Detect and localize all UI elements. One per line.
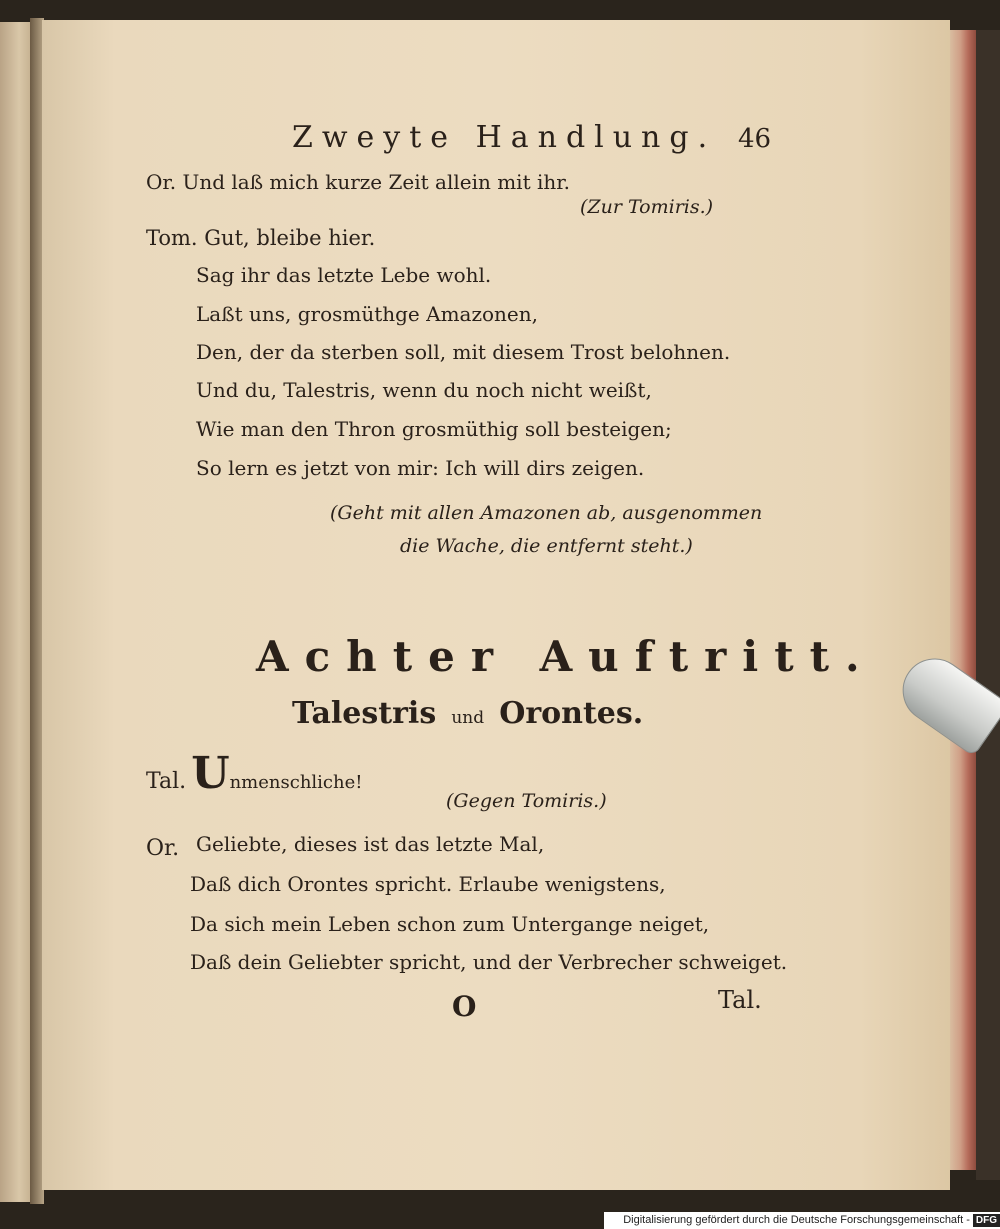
dfg-logo-icon: DFG [973, 1214, 1000, 1227]
text-line: Laßt uns, grosmüthge Amazonen, [196, 302, 538, 326]
footer-text: Digitalisierung gefördert durch die Deutsche Forschungsgemeinschaft - [623, 1214, 970, 1226]
text-line: Da sich mein Leben schon zum Untergange neiget, [190, 912, 710, 936]
stage-direction: (Gegen Tomiris.) [446, 790, 607, 812]
initial-letter: U [191, 748, 230, 799]
text-line: Daß dich Orontes spricht. Erlaube wenigstens, [190, 872, 666, 896]
text-line: Den, der da sterben soll, mit diesem Trost belohnen. [196, 340, 731, 364]
person-talestris: Talestris [292, 696, 437, 731]
text-line: nmenschliche! [229, 772, 363, 793]
speaker-label: Or. [146, 836, 180, 861]
persons-conjunction: und [451, 708, 485, 728]
text-line: Or. Und laß mich kurze Zeit allein mit ihr. [146, 170, 570, 194]
stage-direction: die Wache, die entfernt steht.) [400, 535, 693, 557]
person-orontes: Orontes. [499, 696, 644, 731]
page [42, 20, 950, 1190]
page-edge-red [950, 30, 976, 1170]
page-number: 46 [738, 124, 772, 154]
text-line: Daß dein Geliebter spricht, und der Verbrecher schweiget. [190, 950, 788, 974]
speech-talestris [146, 748, 363, 799]
text-line: Tom. Gut, bleibe hier. [146, 226, 376, 250]
running-header: Zweyte Handlung. [292, 120, 717, 155]
scene-persons [292, 696, 643, 731]
background-edge [976, 30, 1000, 1180]
catchword: Tal. [718, 986, 762, 1014]
speaker-label: Tal. [146, 769, 187, 794]
text-line: So lern es jetzt von mir: Ich will dirs zeigen. [196, 456, 645, 480]
stage-direction: (Zur Tomiris.) [580, 196, 714, 218]
text-line: Wie man den Thron grosmüthig soll besteigen; [196, 417, 672, 441]
text-line: Geliebte, dieses ist das letzte Mal, [196, 832, 545, 856]
text-line: Sag ihr das letzte Lebe wohl. [196, 263, 492, 287]
text-line: Und du, Talestris, wenn du noch nicht weißt, [196, 378, 652, 402]
scene-title: Achter Auftritt. [256, 632, 876, 681]
stage-direction: (Geht mit allen Amazonen ab, ausgenommen [330, 502, 763, 524]
funding-footer [604, 1212, 1000, 1229]
left-page-edge [0, 22, 33, 1202]
signature-mark: O [452, 990, 477, 1023]
